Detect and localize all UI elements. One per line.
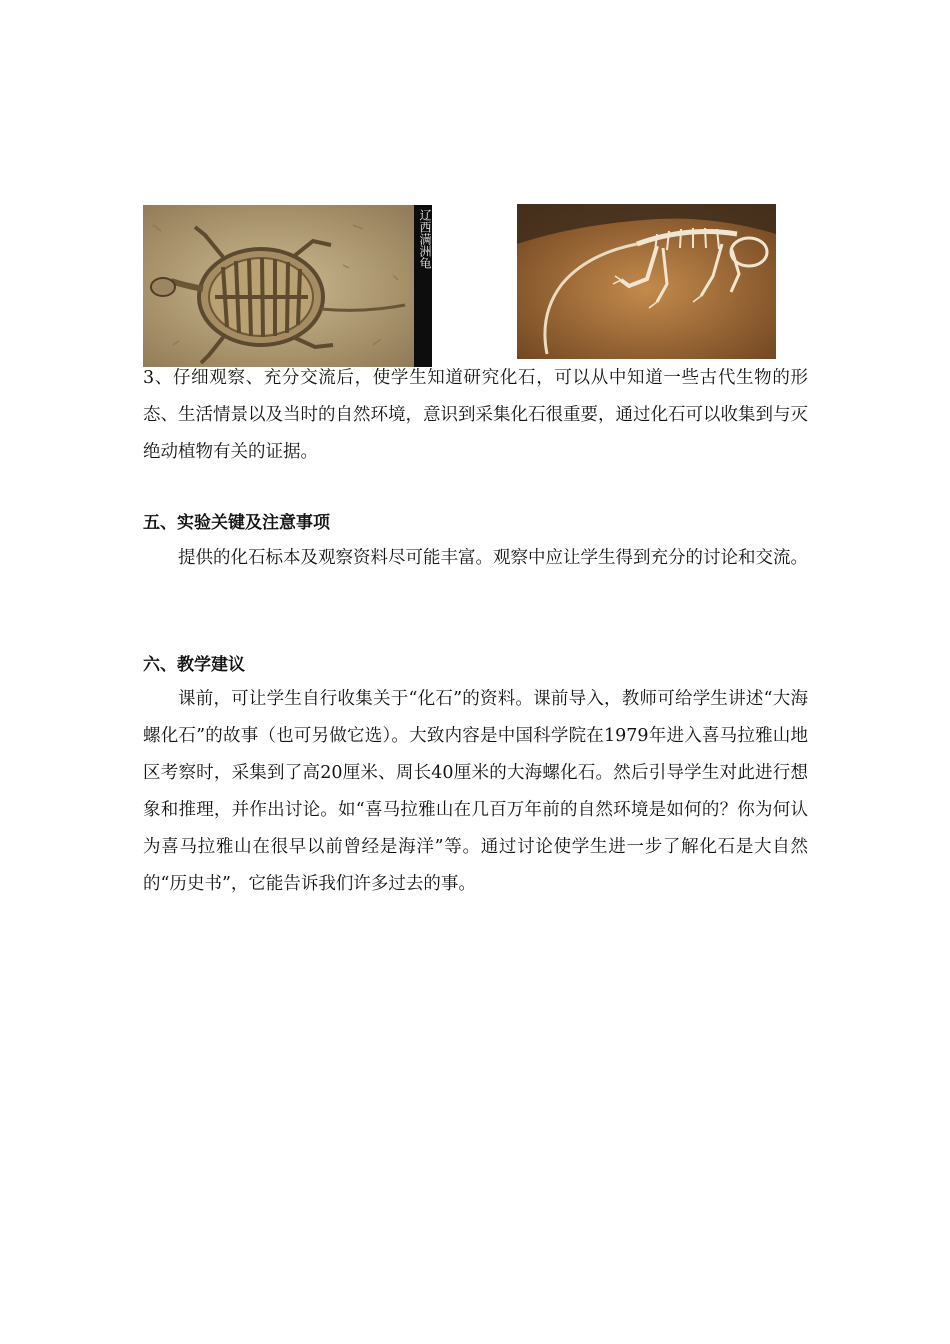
section-6-heading: 六、教学建议 — [143, 655, 245, 675]
lizard-fossil-illustration — [517, 204, 776, 359]
section-6-body: 课前，可让学生自行收集关于“化石”的资料。课前导入，教师可给学生讲述“大海螺化石”的故事（也可另做它选）。大致内容是中国科学院在1979年进入喜马拉雅山地区考察时，采集到了高20厘米、周长40厘米的大海螺化石。然后引导学生对此进行想象和推理，并作出讨论。如“喜马拉雅山在几百万年前的自然环境是如何的？你为何认为喜马拉雅山在很早以前曾经是海洋”等。通过讨论使学生进一步了解化石是大自然的“历史书”，它能告诉我们许多过去的事。 — [143, 689, 808, 894]
turtle-fossil-caption: 辽西满洲龟 — [414, 205, 432, 367]
section-5-body-block — [143, 540, 808, 577]
section-5-heading: 五、实验关键及注意事项 — [143, 513, 330, 533]
turtle-fossil-illustration — [143, 205, 432, 367]
section-5-body: 提供的化石标本及观察资料尽可能丰富。观察中应让学生得到充分的讨论和交流。 — [178, 548, 808, 568]
section-6-body-block — [143, 681, 808, 903]
paragraph-3 — [143, 360, 808, 471]
section-6-heading-block — [143, 647, 808, 684]
section-5-heading-block — [143, 505, 808, 542]
paragraph-3-text: 3、仔细观察、充分交流后，使学生知道研究化石，可以从中知道一些古代生物的形态、生活情景以及当时的自然环境，意识到采集化石很重要，通过化石可以收集到与灭绝动植物有关的证据。 — [143, 368, 808, 462]
turtle-fossil-image — [143, 205, 432, 367]
lizard-fossil-image — [517, 204, 776, 359]
